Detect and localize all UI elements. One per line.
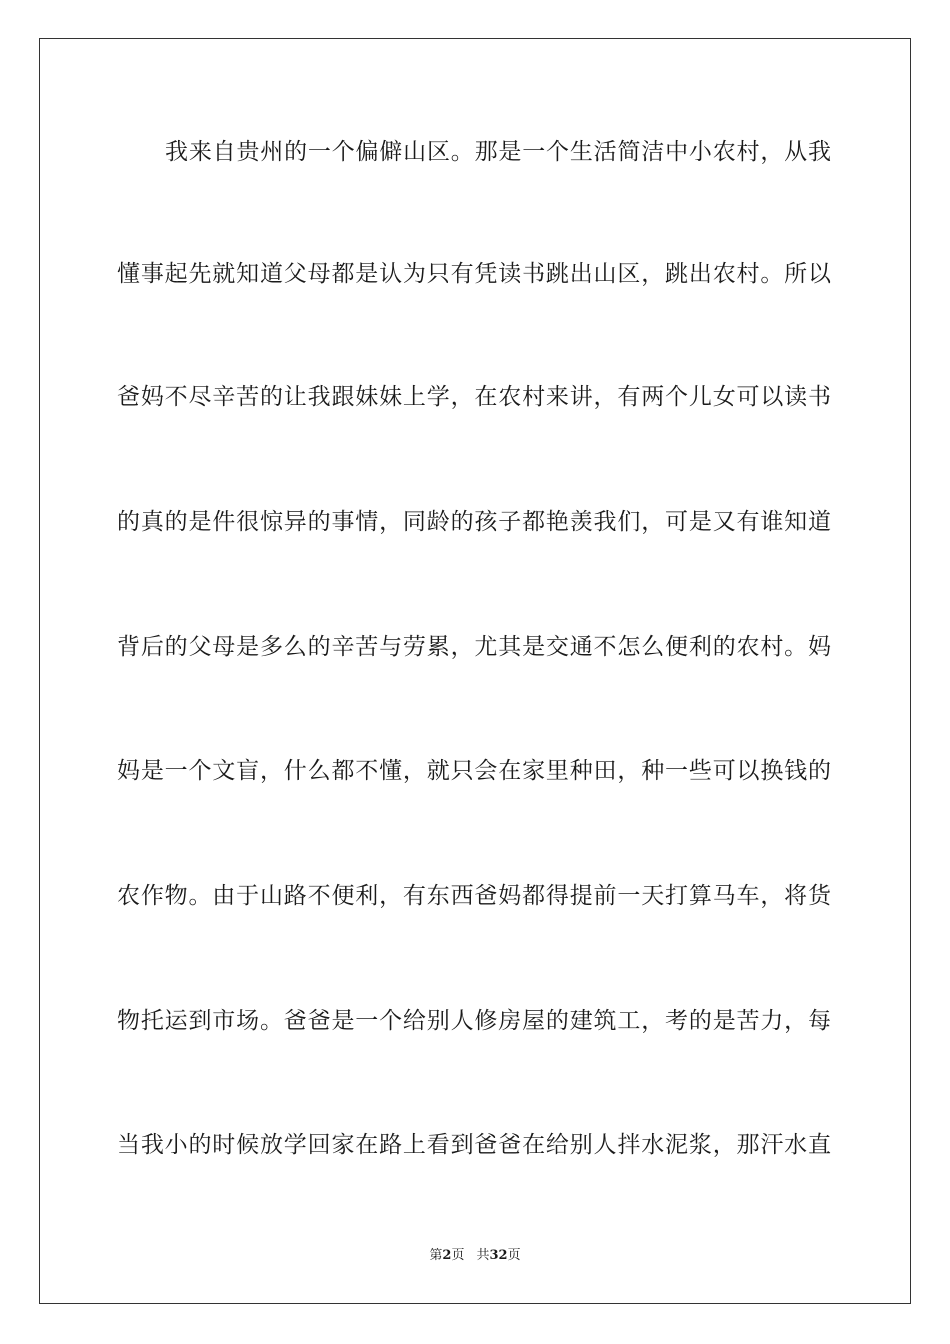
page-border: [39, 38, 911, 1304]
total-page-count: 32: [489, 1248, 508, 1263]
page-suffix: 页: [451, 1248, 465, 1263]
page-prefix: 第: [429, 1248, 443, 1263]
current-page-number: 2: [442, 1248, 452, 1263]
page-footer: [0, 1246, 950, 1266]
paragraph-line-2: 懂事起先就知道父母都是认为只有凭读书跳出山区，跳出农村。所以: [117, 261, 831, 287]
paragraph-line-5: 背后的父母是多么的辛苦与劳累，尤其是交通不怎么便利的农村。妈: [117, 634, 831, 660]
page-number: [429, 1248, 464, 1263]
paragraph-line-4: 的真的是件很惊异的事情，同龄的孩子都艳羡我们，可是又有谁知道: [117, 509, 831, 535]
paragraph-line-7: 农作物。由于山路不便利，有东西爸妈都得提前一天打算马车，将货: [117, 883, 831, 909]
total-prefix: 共: [476, 1248, 490, 1263]
paragraph-line-3: 爸妈不尽辛苦的让我跟妹妹上学，在农村来讲，有两个儿女可以读书: [117, 384, 831, 410]
paragraph-line-1: 我来自贵州的一个偏僻山区。那是一个生活简洁中小农村，从我: [165, 139, 831, 165]
paragraph-line-6: 妈是一个文盲，什么都不懂，就只会在家里种田，种一些可以换钱的: [117, 758, 831, 784]
total-suffix: 页: [507, 1248, 521, 1263]
paragraph-line-8: 物托运到市场。爸爸是一个给别人修房屋的建筑工，考的是苦力，每: [117, 1008, 831, 1034]
paragraph-line-9: 当我小的时候放学回家在路上看到爸爸在给别人拌水泥浆，那汗水直: [117, 1132, 831, 1158]
page-total: [476, 1248, 520, 1263]
